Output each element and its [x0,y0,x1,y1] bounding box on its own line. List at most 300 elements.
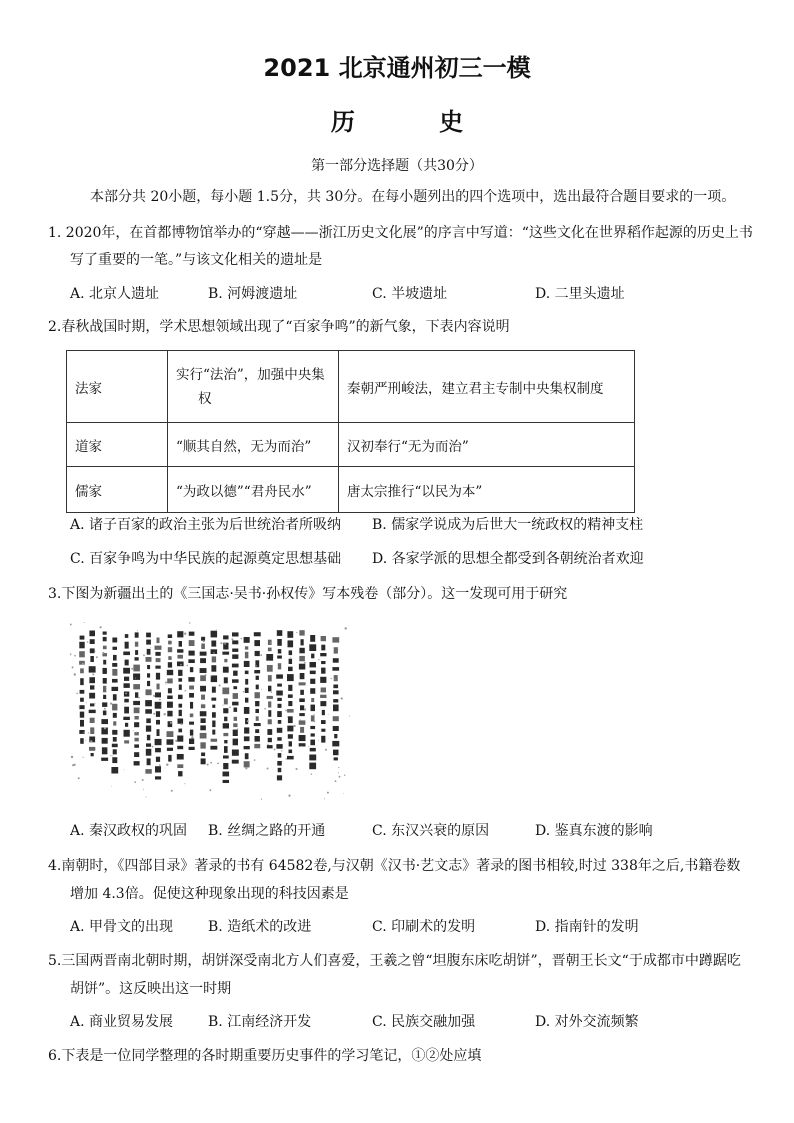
manuscript-glyph-mark [287,674,294,681]
manuscript-glyph-mark [310,635,315,642]
table-row [67,423,635,467]
manuscript-glyph-mark [112,704,117,711]
manuscript-glyph-mark [167,670,173,675]
manuscript-glyph-mark [167,696,173,700]
manuscript-glyph-mark [200,686,206,692]
manuscript-glyph-mark [266,654,273,661]
q1-option-d[interactable]: D. 二里头遗址 [535,286,625,302]
paper-speckle [134,781,136,783]
manuscript-glyph-mark [320,677,326,683]
manuscript-glyph-mark [232,649,238,652]
manuscript-glyph-mark [189,632,195,636]
manuscript-glyph-mark [244,637,250,643]
manuscript-glyph-mark [89,747,95,751]
paper-speckle [338,767,339,768]
manuscript-glyph-mark [267,696,273,699]
manuscript-glyph-mark [289,650,293,655]
manuscript-glyph-mark [287,709,294,713]
q1-stem-line1: 1. 2020年，在首都博物馆举办的“穿越——浙江历史文化展”的序言中写道：“这些文化在世界稻作起源的历史上书 [48,225,753,241]
practice-cell: 唐太宗推行“以民为本” [339,467,635,513]
manuscript-glyph-mark [167,748,173,751]
paper-speckle [220,642,222,644]
paper-speckle [335,780,337,782]
manuscript-glyph-mark [200,652,207,656]
paper-speckle [150,647,151,648]
manuscript-glyph-mark [157,638,160,644]
paper-speckle [161,706,162,707]
manuscript-glyph-mark [157,729,160,736]
manuscript-glyph-mark [113,655,117,661]
paper-speckle [100,626,102,628]
paper-speckle [254,759,256,761]
paper-speckle [170,689,171,690]
q3-option-b[interactable]: B. 丝绸之路的开通 [208,823,326,839]
paper-speckle [223,705,224,706]
manuscript-glyph-mark [320,695,326,698]
manuscript-glyph-mark [334,647,338,653]
manuscript-glyph-mark [102,738,108,744]
manuscript-glyph-mark [145,769,151,774]
q5-stem-line1: 5.三国两晋南北朝时期，胡饼深受南北方人们喜爱，王羲之曾“坦腹东床吃胡饼”，晋朝王长文“于成都市中蹲踞吃 [48,953,741,969]
manuscript-glyph-mark [224,659,227,662]
manuscript-glyph-mark [123,668,130,674]
manuscript-glyph-mark [112,757,117,763]
q3-option-d[interactable]: D. 鉴真东渡的影响 [535,823,653,839]
paper-speckle [131,668,133,670]
manuscript-glyph-mark [146,657,152,662]
subject-title: 历 史 [330,108,502,136]
manuscript-glyph-mark [232,702,238,706]
manuscript-glyph-mark [167,731,174,737]
manuscript-glyph-mark [147,681,150,686]
manuscript-glyph-mark [177,754,184,760]
paper-speckle [324,798,325,799]
manuscript-glyph-mark [254,640,260,646]
manuscript-glyph-mark [333,658,339,663]
manuscript-glyph-mark [288,694,293,698]
manuscript-glyph-mark [188,659,194,663]
paper-speckle [281,750,282,751]
manuscript-glyph-mark [124,677,129,681]
manuscript-glyph-mark [89,677,95,683]
manuscript-glyph-mark [89,693,95,699]
paper-speckle [164,713,166,715]
paper-speckle [72,666,74,668]
manuscript-glyph-mark [167,678,173,683]
manuscript-glyph-mark [89,666,96,672]
manuscript-glyph-mark [333,726,339,731]
manuscript-glyph-mark [90,685,94,689]
manuscript-glyph-mark [224,698,228,704]
manuscript-glyph-mark [125,660,129,666]
q3-option-c[interactable]: C. 东汉兴衰的原因 [372,823,490,839]
manuscript-glyph-mark [146,749,152,756]
manuscript-glyph-mark [254,744,260,748]
manuscript-glyph-mark [135,657,139,660]
manuscript-glyph-mark [133,701,140,705]
paper-speckle [189,622,190,623]
paper-speckle [202,703,203,704]
q1-option-c[interactable]: C. 半坡遗址 [372,286,448,302]
paper-speckle [135,678,136,679]
manuscript-glyph-mark [254,723,261,726]
paper-speckle [171,790,173,792]
manuscript-glyph-mark [245,646,248,649]
manuscript-glyph-mark [112,638,117,643]
manuscript-glyph-mark [155,739,162,745]
paper-speckle [125,704,126,705]
manuscript-glyph-mark [112,687,119,691]
manuscript-glyph-mark [178,719,184,724]
manuscript-glyph-mark [268,648,272,652]
manuscript-glyph-mark [155,776,161,779]
manuscript-glyph-mark [125,723,128,727]
q2-option-b[interactable]: B. 儒家学说成为后世大一统政权的精神支柱 [372,517,644,533]
manuscript-glyph-mark [232,632,239,636]
paper-speckle [287,717,288,718]
manuscript-glyph-mark [177,746,183,749]
paper-speckle [304,662,306,664]
q2-option-c[interactable]: C. 百家争鸣为中华民族的起源奠定思想基础 [70,551,342,567]
manuscript-glyph-mark [311,705,316,712]
q2-option-a[interactable]: A. 诸子百家的政治主张为后世统治者所吸纳 [70,517,342,533]
q5-stem-line2: 胡饼”。这反映出这一时期 [70,981,232,997]
manuscript-glyph-mark [113,737,117,742]
manuscript-glyph-mark [80,678,84,685]
q5-option-d[interactable]: D. 对外交流频繁 [535,1014,639,1030]
manuscript-glyph-mark [156,711,160,717]
paper-speckle [153,695,155,697]
q2-stem: 2.春秋战国时期，学术思想领域出现了“百家争鸣”的新气象，下表内容说明 [48,319,510,335]
manuscript-glyph-mark [178,655,184,659]
paper-speckle [203,640,205,642]
manuscript-glyph-mark [135,738,139,742]
manuscript-glyph-mark [322,710,325,715]
paper-speckle [304,708,306,710]
manuscript-glyph-mark [124,707,129,714]
manuscript-glyph-mark [201,718,206,723]
school-cell: 法家 [67,351,168,423]
manuscript-glyph-mark [244,736,250,741]
manuscript-glyph-mark [311,715,315,721]
manuscript-glyph-mark [111,767,118,774]
paper-speckle [311,774,312,775]
manuscript-glyph-mark [179,704,183,708]
manuscript-glyph-mark [224,677,228,683]
q4-stem-line1: 4.南朝时，《四部目录》著录的书有 64582卷,与汉朝《汉书·艺文志》著录的图书相较,时过 338年之后,书籍卷数 [48,858,741,874]
manuscript-glyph-mark [89,631,95,637]
manuscript-glyph-mark [268,686,271,692]
manuscript-glyph-mark [103,660,106,665]
q1-stem-line2: 写了重要的一笔。”与该文化相关的遗址是 [70,252,323,268]
manuscript-glyph-mark [211,641,216,647]
paper-speckle [110,755,111,756]
manuscript-glyph-mark [112,669,117,676]
manuscript-glyph-mark [268,675,272,681]
manuscript-glyph-mark [278,768,282,772]
q4-option-b[interactable]: B. 造纸术的改进 [208,919,312,935]
manuscript-glyph-mark [310,662,317,667]
paper-speckle [338,772,339,773]
q4-option-c[interactable]: C. 印刷术的发明 [372,919,476,935]
manuscript-glyph-mark [168,647,172,652]
manuscript-glyph-mark [268,701,271,707]
manuscript-glyph-mark [321,645,325,651]
manuscript-glyph-mark [79,642,84,649]
manuscript-glyph-mark [299,735,306,741]
manuscript-glyph-mark [156,720,160,725]
manuscript-glyph-mark [311,654,314,659]
q5-options [70,1012,750,1032]
manuscript-glyph-mark [277,711,282,717]
manuscript-glyph-mark [179,641,182,647]
q1-option-a[interactable]: A. 北京人遗址 [70,286,160,302]
manuscript-glyph-mark [278,720,282,724]
manuscript-glyph-mark [278,704,282,708]
manuscript-glyph-mark [299,656,305,661]
manuscript-glyph-mark [255,660,259,667]
paper-speckle [73,764,75,766]
manuscript-glyph-mark [332,741,339,747]
manuscript-glyph-mark [146,689,152,695]
manuscript-glyph-mark [222,652,229,655]
q5-option-c[interactable]: C. 民族交融加强 [372,1014,476,1030]
manuscript-glyph-mark [333,716,339,721]
manuscript-glyph-mark [310,671,316,675]
manuscript-glyph-mark [244,727,249,733]
manuscript-glyph-mark [124,699,129,703]
q2-options-row2 [70,549,750,569]
paper-speckle [210,633,211,634]
manuscript-glyph-mark [333,685,338,689]
manuscript-glyph-mark [244,707,250,714]
manuscript-glyph-mark [156,757,160,762]
school-cell: 儒家 [67,467,168,513]
paper-speckle [166,684,167,685]
section-heading: 第一部分选择题（共30分） [311,158,483,174]
q2-option-d[interactable]: D. 各家学派的思想全都受到各朝统治者欢迎 [372,551,644,567]
q2-options-row1 [70,515,750,535]
manuscript-glyph-mark [256,685,259,690]
manuscript-glyph-mark [113,721,116,725]
manuscript-glyph-mark [276,744,282,749]
manuscript-glyph-mark [310,748,316,752]
paper-speckle [285,710,287,712]
manuscript-glyph-mark [289,659,293,664]
manuscript-glyph-mark [133,674,140,680]
manuscript-glyph-mark [232,760,239,764]
manuscript-glyph-mark [167,711,172,717]
q4-option-d[interactable]: D. 指南针的发明 [535,919,639,935]
manuscript-glyph-mark [277,698,282,701]
manuscript-glyph-mark [223,772,230,777]
manuscript-glyph-mark [103,686,106,693]
paper-speckle [95,703,96,704]
paper-speckle [314,721,316,723]
manuscript-glyph-mark [156,658,161,662]
paper-speckle [219,685,221,687]
manuscript-glyph-mark [101,719,108,724]
manuscript-glyph-mark [277,737,281,741]
paper-speckle [104,727,106,729]
manuscript-glyph-mark [232,679,239,683]
manuscript-glyph-mark [145,700,152,706]
paper-speckle [90,740,92,742]
q4-option-a[interactable]: A. 甲骨文的出现 [70,919,174,935]
manuscript-glyph-mark [233,730,238,736]
manuscript-glyph-mark [334,757,338,760]
paper-speckle [84,622,85,623]
manuscript-glyph-mark [287,756,294,760]
paper-speckle [268,660,269,661]
practice-cell: 汉初奉行“无为而治” [339,423,635,467]
paper-speckle [159,699,161,701]
manuscript-glyph-mark [232,664,239,668]
manuscript-glyph-mark [310,688,315,694]
manuscript-glyph-mark [211,698,216,701]
paper-speckle [256,665,257,666]
q5-option-b[interactable]: B. 江南经济开发 [208,1014,312,1030]
paper-speckle [184,633,186,635]
manuscript-glyph-mark [146,743,151,746]
manuscript-glyph-mark [321,729,325,732]
manuscript-glyph-mark [321,688,326,693]
paper-speckle [243,691,244,692]
manuscript-glyph-mark [124,730,130,737]
paper-speckle [104,708,106,710]
manuscript-glyph-mark [113,713,117,718]
manuscript-glyph-mark [102,702,107,707]
manuscript-glyph-mark [267,665,273,672]
manuscript-glyph-mark [168,755,171,762]
manuscript-glyph-mark [189,722,194,725]
manuscript-glyph-mark [147,673,150,677]
paper-speckle [245,767,247,769]
manuscript-glyph-mark [210,746,217,750]
manuscript-glyph-mark [288,734,293,739]
manuscript-glyph-mark [201,644,205,650]
manuscript-glyph-mark [200,675,206,681]
paper-speckle [187,665,188,666]
manuscript-glyph-mark [135,632,139,637]
manuscript-glyph-mark [299,648,304,654]
manuscript-glyph-mark [288,640,294,647]
manuscript-glyph-mark [188,677,194,682]
manuscript-glyph-mark [268,710,271,717]
manuscript-glyph-mark [211,675,217,682]
manuscript-glyph-mark [113,749,117,754]
manuscript-glyph-mark [310,726,315,729]
manuscript-glyph-mark [212,730,215,735]
q2-table [66,350,635,513]
paper-speckle [211,675,212,676]
manuscript-glyph-mark [277,761,282,766]
manuscript-glyph-mark [103,637,107,641]
paper-speckle [345,627,347,629]
paper-speckle [112,755,113,756]
manuscript-glyph-mark [223,723,229,728]
q4-options [70,917,750,937]
paper-speckle [264,708,266,710]
manuscript-glyph-mark [334,675,338,681]
q5-option-a[interactable]: A. 商业贸易发展 [70,1014,174,1030]
paper-speckle [331,678,332,679]
manuscript-glyph-mark [200,725,206,730]
manuscript-glyph-mark [245,679,248,685]
paper-speckle [87,641,89,643]
manuscript-glyph-mark [276,674,283,678]
paper-speckle [137,630,138,631]
manuscript-glyph-mark [310,679,315,684]
paper-speckle [71,756,73,758]
manuscript-glyph-mark [311,698,314,702]
manuscript-glyph-mark [103,678,107,684]
q1-option-b[interactable]: B. 河姆渡遗址 [208,286,298,302]
paper-speckle [217,763,219,765]
manuscript-glyph-mark [112,744,118,748]
manuscript-glyph-mark [300,673,305,679]
manuscript-glyph-mark [212,712,216,718]
paper-speckle [337,649,338,650]
manuscript-glyph-mark [179,710,182,716]
manuscript-glyph-mark [288,701,292,706]
paper-speckle [145,797,146,798]
manuscript-glyph-mark [224,746,228,753]
manuscript-glyph-mark [212,721,215,728]
manuscript-glyph-mark [101,758,108,761]
manuscript-glyph-mark [245,671,249,675]
paper-speckle [267,744,268,745]
manuscript-glyph-mark [90,656,94,662]
manuscript-glyph-mark [125,634,129,638]
manuscript-glyph-mark [287,726,293,732]
manuscript-glyph-mark [189,640,195,646]
manuscript-glyph-mark [299,720,306,724]
manuscript-glyph-mark [211,631,218,638]
manuscript-glyph-mark [200,658,206,663]
manuscript-glyph-mark [223,780,229,783]
manuscript-glyph-mark [255,736,260,742]
manuscript-glyph-mark [79,661,85,665]
manuscript-glyph-mark [168,688,172,693]
paper-speckle [341,697,343,699]
manuscript-glyph-mark [146,640,151,645]
paper-speckle [166,764,168,766]
manuscript-glyph-mark [90,648,95,653]
manuscript-glyph-mark [309,763,316,770]
paper-speckle [325,749,327,751]
paper-speckle [79,706,81,708]
manuscript-glyph-mark [80,738,84,744]
paper-speckle [125,693,127,695]
manuscript-glyph-mark [134,761,140,765]
manuscript-glyph-mark [113,647,118,650]
paper-speckle [300,720,301,721]
paper-speckle [344,775,345,776]
practice-cell: 秦朝严刑峻法，建立君主专制中央集权制度 [339,351,635,423]
manuscript-glyph-mark [125,642,129,649]
section-intro: 本部分共 20小题，每小题 1.5分，共 30分。在每小题列出的四个选项中，选出最符合题目要求的一项。 [90,189,736,205]
paper-speckle [181,723,183,725]
paper-speckle [70,624,72,626]
manuscript-glyph-mark [168,656,171,660]
school-cell: 道家 [67,423,168,467]
manuscript-glyph-mark [123,652,130,656]
manuscript-glyph-mark [287,631,293,638]
q3-option-a[interactable]: A. 秦汉政权的巩固 [70,823,188,839]
manuscript-glyph-mark [134,744,139,747]
idea-line2: 权 [198,390,212,407]
